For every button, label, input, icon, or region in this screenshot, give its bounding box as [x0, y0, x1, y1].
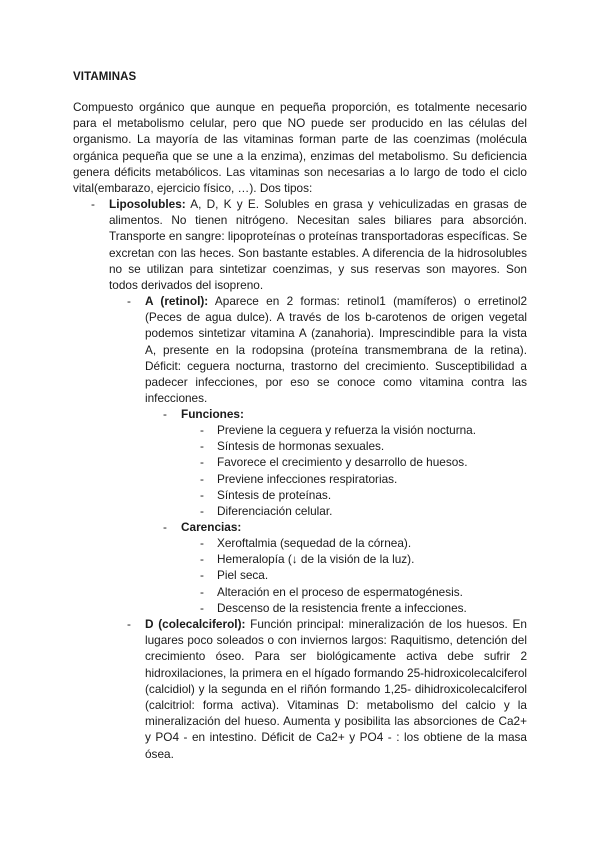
carencias-heading: Carencias:: [181, 520, 242, 534]
list-item: - Alteración en el proceso de espermatogénesis.: [200, 584, 463, 599]
list-item: - Previene la ceguera y refuerza la visión nocturna.: [200, 423, 477, 437]
list-item: - Favorece el crecimiento y desarrollo de huesos.: [200, 455, 468, 470]
liposolubles-text: A, D, K y E. Solubles en grasa y vehiculizadas en grasas de alimentos. No tienen nitrógeno. Necesitan sales biliares para absorción. Transporte en sangre: lipoproteínas o proteínas transportadoras específicas. Se excretan con las heces. Son bastante estables. A diferencia de la hidrosolubles no se utilizan para sintetizar coenzimas, y sus reservas son mayores. Son todos derivados del isopreno.: [109, 197, 527, 293]
vitamin-a-paragraph: [145, 293, 527, 406]
vitamin-a-label: A (retinol):: [145, 294, 209, 308]
list-marker: -: [127, 617, 131, 631]
liposolubles-paragraph: [109, 196, 527, 293]
liposolubles-label: Liposolubles:: [109, 197, 186, 211]
funciones-list: [200, 422, 477, 519]
document-title: VITAMINAS: [73, 71, 137, 83]
list-item: - Xeroftalmia (sequedad de la córnea).: [200, 536, 412, 550]
vitamin-d-paragraph: [145, 616, 527, 762]
list-item: - Diferenciación celular.: [200, 503, 333, 518]
list-item: - Síntesis de proteínas.: [200, 487, 332, 502]
list-item: - Previene infecciones respiratorias.: [200, 471, 398, 486]
carencias-list: [200, 535, 467, 616]
funciones-heading: Funciones:: [181, 407, 244, 421]
vitamin-d-text: Función principal: mineralización de los huesos. En lugares poco soleados o con inviernos largos: Raquitismo, detención del crecimiento óseo. Para ser biológicamente activa debe sufrir 2 hidroxilaciones, la primera en el hígado formando 25-hidroxicolecalciferol (calcidiol) y la segunda en el riñón formando 1,25- dihidroxicolecalciferol (calcitriol: forma activa). Vitaminas D: metabolismo del calcio y la mineralización del hueso. Aumenta y posibilita las absorciones de Ca2+ y PO4 - en intestino. Déficit de Ca2+ y PO4 - : los obtiene de la masa ósea.: [145, 617, 527, 761]
vitamin-d-label: D (colecalciferol):: [145, 617, 246, 631]
list-item: - Hemeralopía (↓ de la visión de la luz).: [200, 552, 415, 567]
vitamin-a-text: Aparece en 2 formas: retinol1 (mamíferos) o erretinol2 (Peces de agua dulce). A través de los b-carotenos de origen vegetal podemos sintetizar vitamina A (zanahoria). Imprescindible para la vista A, presente en la rodopsina (proteína transmembrana de la retina). Déficit: ceguera nocturna, trastorno del crecimiento. Susceptibilidad a padecer infecciones, por eso se conoce como vitamina contra las infecciones.: [145, 294, 527, 406]
list-item: - Síntesis de hormonas sexuales.: [200, 439, 385, 454]
list-marker: -: [127, 294, 131, 308]
list-marker: -: [91, 197, 95, 211]
list-marker: -: [163, 407, 167, 421]
intro-paragraph: Compuesto orgánico que aunque en pequeña proporción, es totalmente necesario para el metabolismo celular, pero que NO puede ser producido en las células del organismo. La mayoría de las vitaminas forman parte de las coenzimas (molécula orgánica pequeña que se une a la enzima), enzimas del metabolismo. Su deficiencia genera déficits metabólicos. Las vitaminas son necesarias a lo largo de todo el ciclo vital(embarazo, ejercicio físico, …). Dos tipos:: [73, 100, 527, 196]
list-marker: -: [163, 520, 167, 534]
list-item: - Descenso de la resistencia frente a infecciones.: [200, 600, 467, 615]
list-item: - Piel seca.: [200, 568, 269, 583]
